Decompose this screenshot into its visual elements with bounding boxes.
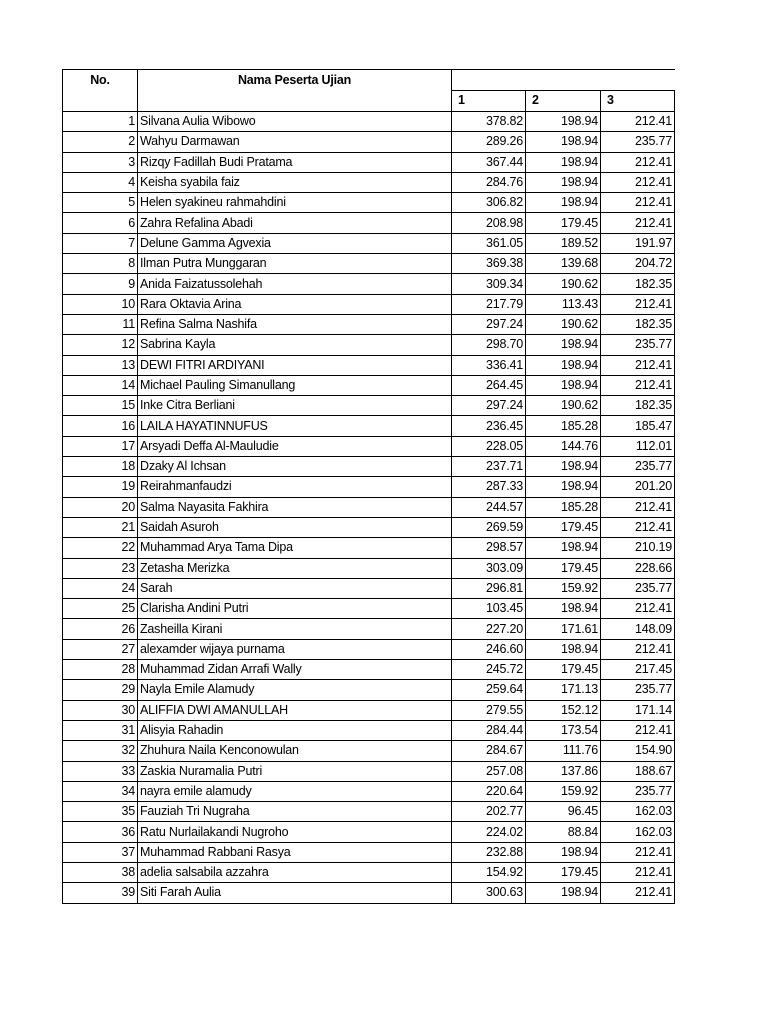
cell-score-2: 171.61 xyxy=(526,619,601,639)
cell-no: 20 xyxy=(63,497,138,517)
cell-score-3: 235.77 xyxy=(601,680,675,700)
cell-score-3: 112.01 xyxy=(601,436,675,456)
cell-participant-name: Nayla Emile Alamudy xyxy=(138,680,452,700)
cell-score-1: 259.64 xyxy=(452,680,526,700)
cell-score-2: 144.76 xyxy=(526,436,601,456)
cell-score-2: 198.94 xyxy=(526,842,601,862)
cell-score-1: 257.08 xyxy=(452,761,526,781)
cell-score-2: 179.45 xyxy=(526,558,601,578)
cell-participant-name: Salma Nayasita Fakhira xyxy=(138,497,452,517)
cell-participant-name: Fauziah Tri Nugraha xyxy=(138,802,452,822)
cell-score-1: 284.67 xyxy=(452,741,526,761)
cell-participant-name: Arsyadi Deffa Al-Mauludie xyxy=(138,436,452,456)
cell-score-2: 198.94 xyxy=(526,457,601,477)
cell-score-2: 198.94 xyxy=(526,152,601,172)
cell-score-1: 297.24 xyxy=(452,314,526,334)
cell-score-3: 212.41 xyxy=(601,193,675,213)
cell-score-2: 190.62 xyxy=(526,274,601,294)
cell-participant-name: Silvana Aulia Wibowo xyxy=(138,112,452,132)
table-row xyxy=(63,862,675,882)
table-row xyxy=(63,335,675,355)
cell-score-2: 179.45 xyxy=(526,213,601,233)
table-row xyxy=(63,477,675,497)
cell-no: 39 xyxy=(63,883,138,903)
cell-score-1: 279.55 xyxy=(452,700,526,720)
cell-score-2: 88.84 xyxy=(526,822,601,842)
cell-score-1: 378.82 xyxy=(452,112,526,132)
cell-score-2: 198.94 xyxy=(526,193,601,213)
cell-participant-name: Saidah Asuroh xyxy=(138,517,452,537)
table-row xyxy=(63,254,675,274)
cell-no: 9 xyxy=(63,274,138,294)
cell-participant-name: Dzaky Al Ichsan xyxy=(138,457,452,477)
cell-score-3: 235.77 xyxy=(601,457,675,477)
cell-no: 16 xyxy=(63,416,138,436)
cell-no: 3 xyxy=(63,152,138,172)
cell-no: 26 xyxy=(63,619,138,639)
cell-score-1: 289.26 xyxy=(452,132,526,152)
column-header-score-3: 3 xyxy=(601,91,675,112)
table-row xyxy=(63,802,675,822)
cell-score-3: 212.41 xyxy=(601,883,675,903)
cell-score-2: 179.45 xyxy=(526,862,601,882)
table-row xyxy=(63,274,675,294)
cell-score-1: 284.44 xyxy=(452,720,526,740)
cell-score-1: 208.98 xyxy=(452,213,526,233)
cell-score-3: 212.41 xyxy=(601,599,675,619)
cell-score-1: 298.57 xyxy=(452,538,526,558)
cell-score-2: 198.94 xyxy=(526,599,601,619)
cell-score-3: 212.41 xyxy=(601,720,675,740)
cell-participant-name: Zhuhura Naila Kenconowulan xyxy=(138,741,452,761)
table-row xyxy=(63,112,675,132)
cell-score-1: 228.05 xyxy=(452,436,526,456)
cell-score-3: 235.77 xyxy=(601,335,675,355)
table-row xyxy=(63,619,675,639)
cell-score-3: 217.45 xyxy=(601,660,675,680)
cell-score-2: 198.94 xyxy=(526,477,601,497)
cell-score-2: 159.92 xyxy=(526,578,601,598)
table-row xyxy=(63,213,675,233)
cell-score-1: 336.41 xyxy=(452,355,526,375)
cell-score-1: 367.44 xyxy=(452,152,526,172)
cell-score-3: 210.19 xyxy=(601,538,675,558)
table-row xyxy=(63,233,675,253)
cell-score-1: 202.77 xyxy=(452,802,526,822)
cell-participant-name: Delune Gamma Agvexia xyxy=(138,233,452,253)
table-row xyxy=(63,883,675,903)
cell-score-1: 297.24 xyxy=(452,396,526,416)
cell-participant-name: Inke Citra Berliani xyxy=(138,396,452,416)
cell-participant-name: ALIFFIA DWI AMANULLAH xyxy=(138,700,452,720)
column-header-score-1: 1 xyxy=(452,91,526,112)
cell-participant-name: Zasheilla Kirani xyxy=(138,619,452,639)
cell-score-2: 190.62 xyxy=(526,314,601,334)
cell-score-1: 306.82 xyxy=(452,193,526,213)
table-row xyxy=(63,578,675,598)
cell-score-1: 303.09 xyxy=(452,558,526,578)
cell-score-2: 198.94 xyxy=(526,172,601,192)
cell-participant-name: Anida Faizatussolehah xyxy=(138,274,452,294)
cell-no: 12 xyxy=(63,335,138,355)
cell-score-3: 212.41 xyxy=(601,375,675,395)
cell-no: 30 xyxy=(63,700,138,720)
cell-score-2: 152.12 xyxy=(526,700,601,720)
cell-no: 19 xyxy=(63,477,138,497)
cell-no: 2 xyxy=(63,132,138,152)
cell-score-2: 111.76 xyxy=(526,741,601,761)
cell-participant-name: Helen syakineu rahmahdini xyxy=(138,193,452,213)
table-row xyxy=(63,700,675,720)
table-row xyxy=(63,416,675,436)
cell-participant-name: Zaskia Nuramalia Putri xyxy=(138,761,452,781)
table-row xyxy=(63,375,675,395)
cell-score-2: 198.94 xyxy=(526,883,601,903)
cell-score-2: 198.94 xyxy=(526,112,601,132)
cell-score-3: 188.67 xyxy=(601,761,675,781)
cell-no: 13 xyxy=(63,355,138,375)
table-row xyxy=(63,558,675,578)
cell-no: 25 xyxy=(63,599,138,619)
table-row xyxy=(63,720,675,740)
cell-participant-name: Sabrina Kayla xyxy=(138,335,452,355)
cell-score-1: 298.70 xyxy=(452,335,526,355)
cell-score-1: 154.92 xyxy=(452,862,526,882)
cell-score-1: 245.72 xyxy=(452,660,526,680)
cell-participant-name: Reirahmanfaudzi xyxy=(138,477,452,497)
cell-score-1: 361.05 xyxy=(452,233,526,253)
cell-no: 36 xyxy=(63,822,138,842)
cell-score-2: 179.45 xyxy=(526,517,601,537)
cell-score-1: 287.33 xyxy=(452,477,526,497)
table-row xyxy=(63,193,675,213)
cell-no: 14 xyxy=(63,375,138,395)
cell-participant-name: Ratu Nurlailakandi Nugroho xyxy=(138,822,452,842)
cell-score-2: 137.86 xyxy=(526,761,601,781)
cell-no: 27 xyxy=(63,639,138,659)
cell-participant-name: Alisyia Rahadin xyxy=(138,720,452,740)
cell-no: 17 xyxy=(63,436,138,456)
header-row-top xyxy=(63,70,675,91)
cell-no: 35 xyxy=(63,802,138,822)
table-row xyxy=(63,457,675,477)
cell-score-2: 198.94 xyxy=(526,375,601,395)
cell-no: 23 xyxy=(63,558,138,578)
cell-no: 7 xyxy=(63,233,138,253)
cell-score-3: 212.41 xyxy=(601,862,675,882)
column-group-header-scores xyxy=(452,70,675,91)
cell-score-3: 212.41 xyxy=(601,213,675,233)
cell-score-3: 212.41 xyxy=(601,497,675,517)
cell-participant-name: Muhammad Rabbani Rasya xyxy=(138,842,452,862)
cell-score-3: 235.77 xyxy=(601,578,675,598)
cell-score-1: 300.63 xyxy=(452,883,526,903)
table-row xyxy=(63,436,675,456)
table-row xyxy=(63,639,675,659)
cell-score-1: 232.88 xyxy=(452,842,526,862)
cell-score-3: 154.90 xyxy=(601,741,675,761)
cell-participant-name: Siti Farah Aulia xyxy=(138,883,452,903)
column-header-name: Nama Peserta Ujian xyxy=(138,70,452,112)
table-row xyxy=(63,314,675,334)
cell-no: 6 xyxy=(63,213,138,233)
cell-participant-name: LAILA HAYATINNUFUS xyxy=(138,416,452,436)
cell-score-1: 246.60 xyxy=(452,639,526,659)
column-header-no: No. xyxy=(63,70,138,112)
cell-no: 28 xyxy=(63,660,138,680)
cell-score-1: 217.79 xyxy=(452,294,526,314)
cell-score-1: 227.20 xyxy=(452,619,526,639)
cell-participant-name: Michael Pauling Simanullang xyxy=(138,375,452,395)
cell-no: 38 xyxy=(63,862,138,882)
cell-score-1: 284.76 xyxy=(452,172,526,192)
cell-score-2: 159.92 xyxy=(526,781,601,801)
cell-score-3: 204.72 xyxy=(601,254,675,274)
cell-score-3: 212.41 xyxy=(601,112,675,132)
cell-participant-name: Muhammad Arya Tama Dipa xyxy=(138,538,452,558)
table-row xyxy=(63,761,675,781)
cell-no: 37 xyxy=(63,842,138,862)
cell-no: 4 xyxy=(63,172,138,192)
cell-score-3: 228.66 xyxy=(601,558,675,578)
table-row xyxy=(63,294,675,314)
cell-score-2: 96.45 xyxy=(526,802,601,822)
table-row xyxy=(63,132,675,152)
cell-score-3: 171.14 xyxy=(601,700,675,720)
cell-score-3: 212.41 xyxy=(601,639,675,659)
cell-score-1: 244.57 xyxy=(452,497,526,517)
cell-no: 10 xyxy=(63,294,138,314)
cell-participant-name: nayra emile alamudy xyxy=(138,781,452,801)
cell-participant-name: Refina Salma Nashifa xyxy=(138,314,452,334)
cell-score-1: 224.02 xyxy=(452,822,526,842)
cell-score-1: 296.81 xyxy=(452,578,526,598)
cell-score-1: 220.64 xyxy=(452,781,526,801)
cell-no: 15 xyxy=(63,396,138,416)
cell-score-3: 162.03 xyxy=(601,802,675,822)
cell-score-3: 235.77 xyxy=(601,132,675,152)
cell-score-3: 201.20 xyxy=(601,477,675,497)
table-row xyxy=(63,680,675,700)
table-row xyxy=(63,842,675,862)
cell-participant-name: Muhammad Zidan Arrafi Wally xyxy=(138,660,452,680)
table-row xyxy=(63,822,675,842)
cell-score-3: 182.35 xyxy=(601,396,675,416)
table-row xyxy=(63,741,675,761)
cell-score-3: 212.41 xyxy=(601,152,675,172)
cell-participant-name: Rara Oktavia Arina xyxy=(138,294,452,314)
table-row xyxy=(63,599,675,619)
table-row xyxy=(63,152,675,172)
table-row xyxy=(63,172,675,192)
cell-score-3: 185.47 xyxy=(601,416,675,436)
cell-score-1: 269.59 xyxy=(452,517,526,537)
cell-score-3: 212.41 xyxy=(601,517,675,537)
cell-score-2: 185.28 xyxy=(526,497,601,517)
cell-score-3: 191.97 xyxy=(601,233,675,253)
table-body xyxy=(63,112,675,904)
cell-participant-name: Wahyu Darmawan xyxy=(138,132,452,152)
cell-score-2: 198.94 xyxy=(526,355,601,375)
cell-participant-name: alexamder wijaya purnama xyxy=(138,639,452,659)
cell-score-2: 139.68 xyxy=(526,254,601,274)
cell-participant-name: Zetasha Merizka xyxy=(138,558,452,578)
cell-score-3: 182.35 xyxy=(601,314,675,334)
cell-no: 31 xyxy=(63,720,138,740)
cell-participant-name: Ilman Putra Munggaran xyxy=(138,254,452,274)
cell-no: 24 xyxy=(63,578,138,598)
cell-no: 18 xyxy=(63,457,138,477)
table-row xyxy=(63,660,675,680)
cell-score-1: 309.34 xyxy=(452,274,526,294)
cell-score-2: 190.62 xyxy=(526,396,601,416)
table-row xyxy=(63,517,675,537)
cell-score-2: 179.45 xyxy=(526,660,601,680)
cell-no: 1 xyxy=(63,112,138,132)
cell-participant-name: Rizqy Fadillah Budi Pratama xyxy=(138,152,452,172)
cell-score-3: 212.41 xyxy=(601,172,675,192)
cell-score-2: 189.52 xyxy=(526,233,601,253)
cell-score-2: 113.43 xyxy=(526,294,601,314)
cell-score-1: 369.38 xyxy=(452,254,526,274)
cell-no: 32 xyxy=(63,741,138,761)
cell-participant-name: DEWI FITRI ARDIYANI xyxy=(138,355,452,375)
column-header-score-2: 2 xyxy=(526,91,601,112)
cell-score-3: 148.09 xyxy=(601,619,675,639)
cell-score-1: 236.45 xyxy=(452,416,526,436)
cell-participant-name: Keisha syabila faiz xyxy=(138,172,452,192)
cell-score-3: 212.41 xyxy=(601,294,675,314)
cell-no: 11 xyxy=(63,314,138,334)
cell-score-2: 173.54 xyxy=(526,720,601,740)
cell-score-3: 182.35 xyxy=(601,274,675,294)
table-row xyxy=(63,355,675,375)
cell-score-3: 212.41 xyxy=(601,355,675,375)
cell-score-1: 264.45 xyxy=(452,375,526,395)
cell-score-3: 162.03 xyxy=(601,822,675,842)
cell-score-2: 198.94 xyxy=(526,132,601,152)
score-table xyxy=(62,69,675,904)
cell-no: 22 xyxy=(63,538,138,558)
cell-score-2: 171.13 xyxy=(526,680,601,700)
cell-participant-name: Zahra Refalina Abadi xyxy=(138,213,452,233)
cell-score-3: 235.77 xyxy=(601,781,675,801)
cell-participant-name: Clarisha Andini Putri xyxy=(138,599,452,619)
cell-no: 34 xyxy=(63,781,138,801)
cell-score-2: 198.94 xyxy=(526,538,601,558)
cell-no: 21 xyxy=(63,517,138,537)
cell-no: 8 xyxy=(63,254,138,274)
cell-no: 5 xyxy=(63,193,138,213)
table-row xyxy=(63,538,675,558)
cell-score-1: 237.71 xyxy=(452,457,526,477)
table-row xyxy=(63,497,675,517)
cell-score-1: 103.45 xyxy=(452,599,526,619)
cell-score-2: 185.28 xyxy=(526,416,601,436)
cell-participant-name: Sarah xyxy=(138,578,452,598)
cell-score-2: 198.94 xyxy=(526,335,601,355)
cell-no: 33 xyxy=(63,761,138,781)
cell-no: 29 xyxy=(63,680,138,700)
table-row xyxy=(63,781,675,801)
cell-score-2: 198.94 xyxy=(526,639,601,659)
table-row xyxy=(63,396,675,416)
cell-score-3: 212.41 xyxy=(601,842,675,862)
cell-participant-name: adelia salsabila azzahra xyxy=(138,862,452,882)
table-header xyxy=(63,70,675,112)
